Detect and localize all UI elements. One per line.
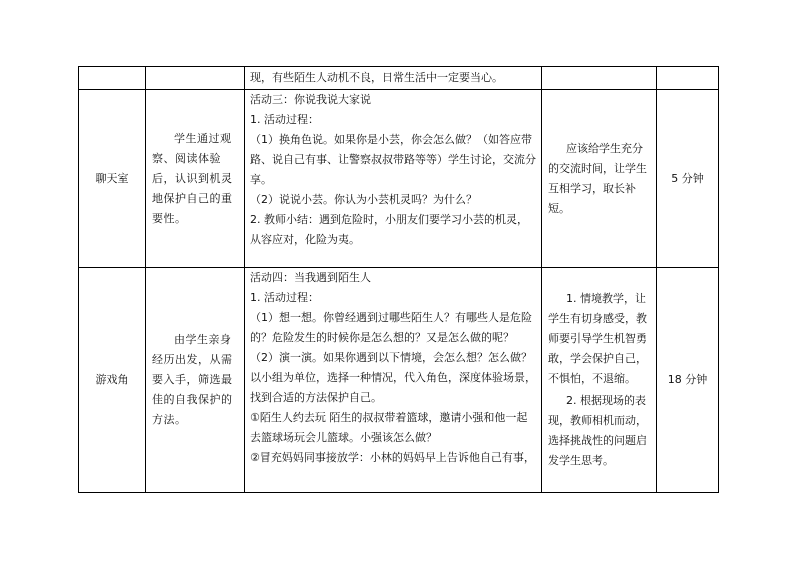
table-row xyxy=(79,67,719,90)
section-name-cell xyxy=(79,67,146,90)
process-line: （2）演一演。如果你遇到以下情境，会怎么想？怎么做？以小组为单位，选择一种情况，代入角色，深度体验场景，找到合适的方法保护自己。 xyxy=(250,351,536,404)
tip-text: 应该给学生充分的交流时间，让学生互相学习，取长补短。 xyxy=(548,141,647,215)
process-cell xyxy=(245,90,542,268)
goal-text: 学生通过观察、阅读体验后，认识到机灵地保护自己的重要性。 xyxy=(152,131,233,225)
process-line: 2. 教师小结：遇到危险时，小朋友们要学习小芸的机灵，从容应对，化险为夷。 xyxy=(250,213,528,246)
tips-cell xyxy=(542,268,657,493)
process-line: 1. 活动过程： xyxy=(250,113,319,126)
process-line: ②冒充妈妈同事接放学：小林的妈妈早上告诉他自己有事， xyxy=(250,451,535,464)
time-cell xyxy=(657,67,719,90)
goal-cell xyxy=(146,268,245,493)
time-cell: 18 分钟 xyxy=(657,268,719,493)
lesson-plan-table xyxy=(78,66,719,493)
time-cell: 5 分钟 xyxy=(657,90,719,268)
table-row xyxy=(79,90,719,268)
section-name-cell: 游戏角 xyxy=(79,268,146,493)
goal-cell xyxy=(146,67,245,90)
tip-text: 2. 根据现场的表现，教师相机而动，选择挑战性的问题启发学生思考。 xyxy=(548,394,647,467)
goal-cell xyxy=(146,90,245,268)
process-line: ①陌生人约去玩 陌生的叔叔带着篮球，邀请小强和他一起去篮球场玩会儿篮球。小强该怎么做？ xyxy=(250,411,528,444)
process-line: （1）想一想。你曾经遇到过哪些陌生人？有哪些人是危险的？危险发生的时候你是怎么想的？又是怎么做的呢？ xyxy=(250,311,532,344)
section-name-cell: 聊天室 xyxy=(79,90,146,268)
process-line: （2）说说小芸。你认为小芸机灵吗？为什么？ xyxy=(250,193,477,206)
tip-text: 1. 情境教学，让学生有切身感受，教师要引导学生机智勇敢，学会保护自己，不惧怕，不退缩。 xyxy=(548,292,647,385)
process-line: 活动四：当我遇到陌生人 xyxy=(250,271,371,284)
process-line: 活动三：你说我说大家说 xyxy=(250,93,371,106)
table-row xyxy=(79,268,719,493)
process-line: （1）换角色说。如果你是小芸，你会怎么做？（如答应带路、说自己有事、让警察叔叔带路等等）学生讨论，交流分享。 xyxy=(250,133,536,186)
tips-cell xyxy=(542,67,657,90)
process-cell xyxy=(245,268,542,493)
process-line: 1. 活动过程： xyxy=(250,291,319,304)
process-line: 现，有些陌生人动机不良，日常生活中一定要当心。 xyxy=(250,71,503,84)
process-cell xyxy=(245,67,542,90)
tips-cell xyxy=(542,90,657,268)
goal-text: 由学生亲身经历出发，从需要入手，筛选最佳的自我保护的方法。 xyxy=(152,333,233,426)
